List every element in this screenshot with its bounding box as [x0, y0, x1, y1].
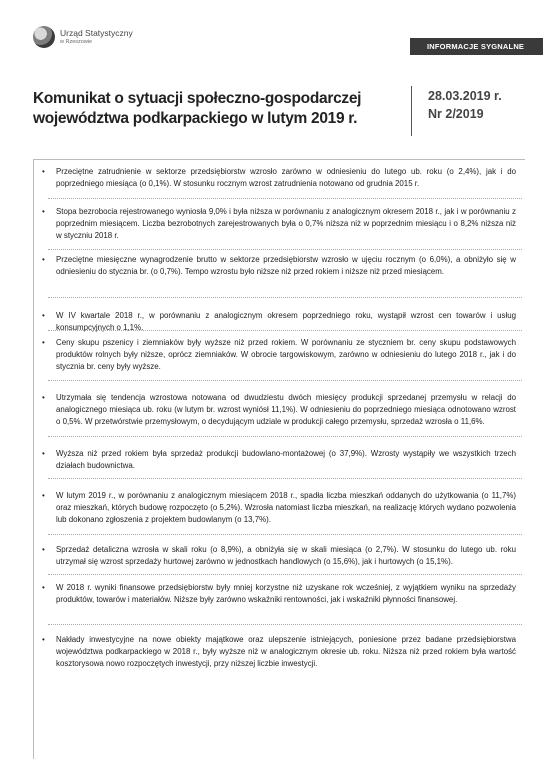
- bullet-icon: •: [42, 491, 45, 500]
- separator: [48, 624, 522, 625]
- separator: [48, 198, 522, 199]
- bullet-item: [42, 254, 516, 278]
- bullet-text: W lutym 2019 r., w porównaniu z analogicznym miesiącem 2018 r., spadła liczba mieszkań oddanych do użytkowania (o 11,7%) oraz mieszkań, których budowę rozpoczęto (o 5,2%). Wzrosła natomiast liczba mieszkań, na realizację których wydano pozwolenia lub dokonano zgłoszenia z projektem budowlanym (o 13,7%).: [56, 491, 516, 524]
- bullet-item: [42, 582, 516, 606]
- separator: [48, 297, 522, 298]
- bullet-item: [42, 206, 516, 241]
- org-name: Urząd Statystyczny: [60, 28, 133, 38]
- separator: [48, 478, 522, 479]
- issue-number: Nr 2/2019: [428, 107, 484, 121]
- page-title: [33, 89, 393, 129]
- bullet-text: Nakłady inwestycyjne na nowe obiekty majątkowe oraz ulepszenie istniejących, poniesione przez badane przedsiębiorstwa województwa podkarpackiego w 2018 r., były wyższe niż w analogicznym okresie ub. roku. Niższa niż przed rokiem była wartość kosztorysowa nowo rozpoczętych inwestycji, przy niższej liczbie inwestycji.: [56, 635, 516, 668]
- separator: [48, 534, 522, 535]
- bullet-text: Przeciętne zatrudnienie w sektorze przedsiębiorstw wzrosło zarówno w odniesieniu do lutego ub. roku (o 2,4%), jak i do poprzedniego miesiąca (o 0,1%). W stosunku rocznym wzrost zatrudnienia notowano od grudnia 2015 r.: [56, 167, 516, 188]
- summary-box: [33, 159, 525, 759]
- bullet-text: Przeciętne miesięczne wynagrodzenie brutto w sektorze przedsiębiorstw wzrosło w ujęciu rocznym (o 6,0%), a obniżyło się w odniesieniu do stycznia br. (o 0,7%). Tempo wzrostu było niższe niż przed rokiem i niższe niż przed miesiącem.: [56, 255, 516, 276]
- bullet-icon: •: [42, 338, 45, 347]
- bullet-item: [42, 490, 516, 525]
- logo-emblem-icon: [33, 26, 55, 48]
- bullet-text: Sprzedaż detaliczna wzrosła w skali roku (o 8,9%), a obniżyła się w skali miesiąca (o 2,7%). W stosunku do lutego ub. roku utrzymał się wzrost sprzedaży hurtowej zarówno w jednostkach handlowych (o 15,6%), jak i hurtowych (o 15,1%).: [56, 545, 516, 566]
- separator: [48, 436, 522, 437]
- separator: [48, 330, 522, 331]
- bullet-icon: •: [42, 583, 45, 592]
- bullet-text: W 2018 r. wyniki finansowe przedsiębiorstw były mniej korzystne niż uzyskane rok wcześniej, z wyjątkiem wyniku na sprzedaży produktów, towarów i materiałów. Niższe były zarówno wskaźniki rentowności, jak i wskaźniki płynności finansowej.: [56, 583, 516, 604]
- bullet-icon: •: [42, 207, 45, 216]
- bullet-icon: •: [42, 635, 45, 644]
- bullet-item: [42, 337, 516, 372]
- section-badge: INFORMACJE SYGNALNE: [410, 38, 543, 55]
- org-sub: w Rzeszowie: [60, 39, 93, 45]
- bullet-item: [42, 544, 516, 568]
- bullet-icon: •: [42, 167, 45, 176]
- bullet-item: [42, 634, 516, 669]
- title-divider: [411, 86, 412, 136]
- title-line-1: Komunikat o sytuacji społeczno-gospodarczej: [33, 90, 362, 107]
- title-line-2: województwa podkarpackiego w lutym 2019 r.: [33, 110, 358, 127]
- bullet-icon: •: [42, 449, 45, 458]
- bullet-item: [42, 392, 516, 427]
- bullet-text: W IV kwartale 2018 r., w porównaniu z analogicznym okresem poprzedniego roku, wystąpił wzrost cen towarów i usług konsumpcyjnych o 1,1%.: [56, 311, 516, 332]
- separator: [48, 249, 522, 250]
- release-date: 28.03.2019 r.: [428, 89, 502, 103]
- bullet-item: [42, 448, 516, 472]
- bullet-text: Stopa bezrobocia rejestrowanego wyniosła 9,0% i była niższa w porównaniu z analogicznym okresem 2018 r., jak i w porównaniu z poprzednim miesiącem. Liczba bezrobotnych zarejestrowanych była o 0,7% niższa niż w poprzednim miesiącu i o 8,2% niższa niż w styczniu 2018 r.: [56, 207, 516, 240]
- separator: [48, 380, 522, 381]
- bullet-icon: •: [42, 255, 45, 264]
- bullet-text: Wyższa niż przed rokiem była sprzedaż produkcji budowlano-montażowej (o 37,9%). Wzrosty wystąpiły we wszystkich trzech działach budownictwa.: [56, 449, 516, 470]
- separator: [48, 574, 522, 575]
- bullet-item: [42, 166, 516, 190]
- bullet-icon: •: [42, 393, 45, 402]
- bullet-text: Utrzymała się tendencja wzrostowa notowana od dwudziestu dwóch miesięcy produkcji sprzedanej przemysłu w relacji do analogicznego miesiąca ub. roku (w lutym br. wzrost wyniósł 11,1%). W odniesieniu do poprzedniego miesiąca odnotowano wzrost o 0,5%. W przetwórstwie przemysłowym, o decydującym udziale w produkcji całego przemysłu, sprzedaż wzrosła o 11,6%.: [56, 393, 516, 426]
- bullet-text: Ceny skupu pszenicy i ziemniaków były wyższe niż przed rokiem. W porównaniu ze styczniem br. ceny skupu podstawowych produktów rolnych były niższe, oprócz ziemniaków. W obrocie targowiskowym, zarówno w odniesieniu do lutego 2018 r., jak i do stycznia br. ceny były wyższe.: [56, 338, 516, 371]
- bullet-icon: •: [42, 545, 45, 554]
- logo: [33, 26, 153, 56]
- bullet-icon: •: [42, 311, 45, 320]
